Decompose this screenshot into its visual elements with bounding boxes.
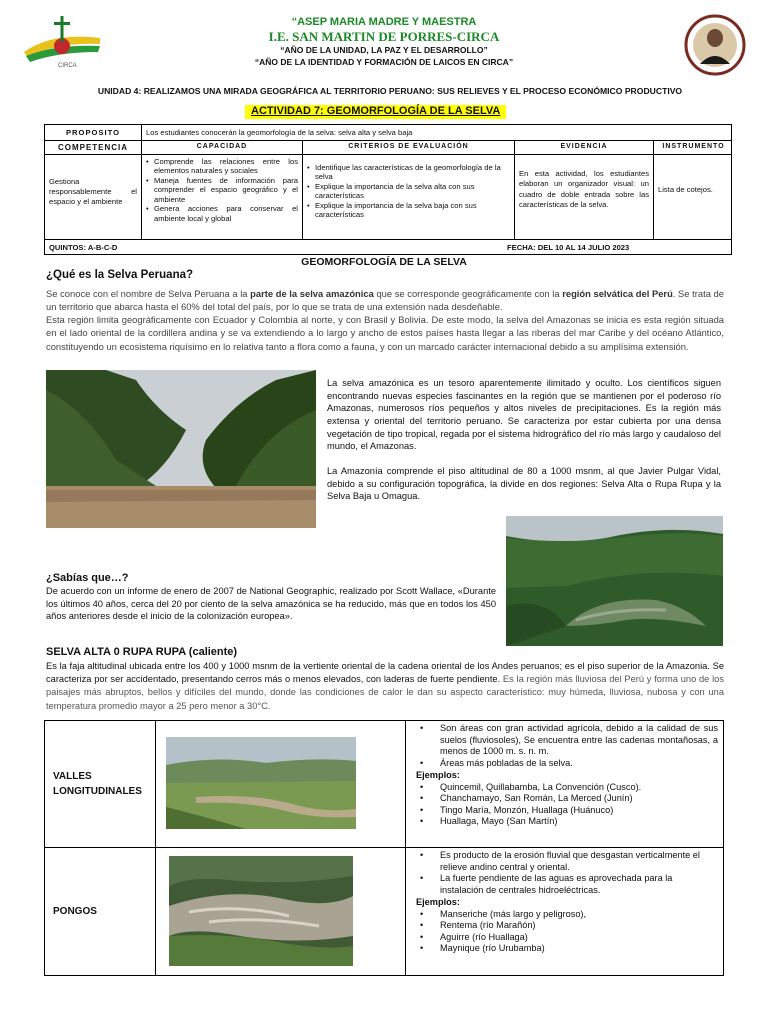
footer-row: [45, 240, 731, 255]
example-item: • Maynique (río Urubamba): [416, 943, 718, 955]
capacidad-item: • Genera acciones para conservar el ambiente local y global: [146, 204, 298, 223]
example-item: • Tingo María, Monzón, Huallaga (Huánuco): [416, 805, 718, 817]
col-header-instrumento: INSTRUMENTO: [662, 143, 725, 150]
intro-run: Se conoce con el nombre de Selva Peruana a la: [46, 288, 251, 299]
header-school-name: I.E. SAN MARTIN DE PORRES-CIRCA: [268, 29, 500, 44]
intro-run: . Se trata de un territorio que abarca hasta el 60% del total del país, por lo que se trata de una extensión nada desdeñable.: [46, 288, 724, 313]
proposito-label: PROPOSITO: [45, 125, 142, 140]
col-header-evidencia: EVIDENCIA: [515, 141, 654, 154]
selva-alta-text-b: Es la región más lluviosa del Perú y forma uno de los paisajes más abruptos, bellos y difíciles del mundo, donde las condiciones de calor le dan su aspecto característico: muy húmeda, lluviosa, nubosa y con una temperatura promedio mayor a 25 pero menor a 30°C.: [46, 674, 724, 711]
zone-bullet: • Son áreas con gran actividad agrícola, debido a la calidad de sus suelos (fluviosoles), Se encuentra entre las cadenas montañosas, a menos de 1000 m. s. n. m.: [416, 723, 718, 758]
intro-run: Esta región limita geográficamente con Ecuador y Colombia al norte, y con Brasil y Bolivia. De este modo, la selva del Amazonas se inicia es esta región situada en el lado oriental de la cordillera andina y se va extendiendo a lo largo y ancho de estos países hasta llegar a las riberas del mar Caribe y del océano Atlántico, constituyendo un ecosistema riquísimo en lo relativa tanto a flora como a fauna, y con un marcado carácter internacional debido a su amplísima extensión.: [46, 314, 724, 352]
zone-name: VALLES LONGITUDINALES: [45, 721, 156, 847]
criterios-list: [303, 155, 515, 239]
unit-title: UNIDAD 4: REALIZAMOS UNA MIRADA GEOGRÁFICA AL TERRITORIO PERUANO: SUS RELIEVES Y EL PROCESO ECONÓMICO PRODUCTIVO: [97, 86, 683, 96]
zone-row-valles: [45, 721, 723, 848]
section-title: GEOMORFOLOGÍA DE LA SELVA: [301, 256, 467, 268]
fecha-text: FECHA: DEL 10 AL 14 JULIO 2023: [507, 243, 630, 252]
proposito-row: [45, 125, 731, 141]
example-item: • Quincemil, Quillabamba, La Convención (Cusco).: [416, 782, 718, 794]
amazon-paragraph: La selva amazónica es un tesoro aparentemente ilimitado y oculto. Los científicos siguen encontrando nuevas especies fascinantes en la región que se mantienen por el poderoso río Amazonas, numerosos ríos pequeños y altos niveles de precipitaciones. Es la región más extensa y oriental del territorio peruano. Se caracteriza por estar cubierta por una densa vegetación de tipo tropical, regada por el sistema hidrográfico del río más largo y caudaloso del mundo, el Amazonas.: [327, 378, 721, 452]
intro-run: que se corresponde geográficamente con la: [373, 288, 563, 299]
example-item: • Aguirre (río Huallaga): [416, 932, 718, 944]
river-jungle-photo: [46, 370, 316, 528]
zone-bullet: • Áreas más pobladas de la selva.: [416, 758, 718, 770]
examples-label: Ejemplos:: [416, 770, 460, 780]
capacidad-item: • Comprende las relaciones entre los elementos naturales y sociales: [146, 157, 298, 176]
zone-name: PONGOS: [45, 848, 156, 975]
example-item: • Huallaga, Mayo (San Martín): [416, 816, 718, 828]
instrumento-value: Lista de cotejos.: [658, 185, 713, 194]
header-organization: “ASEP MARIA MADRE Y MAESTRA: [291, 16, 477, 28]
evidencia-value: En esta actividad, los estudiantes elaboran un organizador visual: un cuadro de doble entrada sobre las características de la selva.: [519, 169, 649, 209]
header-motto-1: “AÑO DE LA UNIDAD, LA PAZ Y EL DESARROLLO”: [280, 45, 488, 55]
evidencia-text: [515, 155, 654, 239]
intro-run-bold: región selvática del Perú: [562, 288, 673, 299]
criterio-item: • Explique la importancia de la selva alta con sus características: [307, 182, 510, 201]
capacidad-item: • Maneja fuentes de información para comprender el espacio geográfico y el ambiente: [146, 176, 298, 204]
selva-alta-text-a: Es la faja altitudinal ubicada entre los 400 y 1000 msnm de la vertiente oriental de la cadena oriental de los Andes peruanos; es el piso superior de la Amazonia. Se caracteriza por ser accidentado, presentando cerros más o menos elevados, con laderas de fuerte pendiente.: [46, 661, 724, 685]
criterio-item: • Identifique las características de la geomorfología de la selva: [307, 163, 510, 182]
col-header-capacidad: CAPACIDAD: [142, 141, 303, 154]
valley-photo-cell: [156, 721, 406, 847]
col-header-criterios: CRITERIOS DE EVALUACIÓN: [303, 141, 515, 154]
zone-row-pongos: [45, 848, 723, 975]
col-header-competencia: COMPETENCIA: [45, 141, 142, 154]
selva-alta-heading: SELVA ALTA 0 RUPA RUPA (caliente): [46, 646, 238, 658]
proposito-text: Los estudiantes conocerán la geomorfología de la selva: selva alta y selva baja: [146, 128, 413, 137]
zone-bullet: • La fuerte pendiente de las aguas es aprovechada para la instalación de centrales hidroeléctricas.: [416, 873, 718, 896]
header-motto-2: “AÑO DE LA IDENTIDAD Y FORMACIÓN DE LAICOS EN CIRCA”: [254, 57, 514, 67]
selva-alta-paragraph: [46, 660, 724, 713]
header-row: [45, 141, 731, 155]
sabias-heading: ¿Sabías que…?: [46, 572, 129, 584]
grado-text: QUINTOS: A-B-C-D: [49, 243, 118, 252]
activity-title-text: ACTIVIDAD 7: GEOMORFOLOGÍA DE LA SELVA: [251, 105, 501, 117]
example-item: • Rentema (río Marañón): [416, 920, 718, 932]
example-item: • Manseriche (más largo y peligroso),: [416, 909, 718, 921]
capacidad-list: [142, 155, 303, 239]
zone-bullet: • Es producto de la erosión fluvial que desgastan verticalmente el relieve andino central y oriental.: [416, 850, 718, 873]
activity-title: [245, 105, 506, 119]
competencia-value: Gestiona responsablemente el espacio y el ambiente: [49, 177, 137, 206]
valley-photo: [166, 737, 356, 829]
examples-label: Ejemplos:: [416, 897, 460, 907]
zones-table: [44, 720, 724, 976]
example-item: • Chanchamayo, San Román, La Merced (Junín): [416, 793, 718, 805]
logo-left-caption: CIRCA: [58, 63, 77, 69]
zone-description: [406, 848, 724, 975]
intro-paragraph: [46, 287, 724, 353]
instrumento-text: [654, 155, 733, 239]
school-logo-right: [684, 12, 746, 78]
pongo-photo: [169, 856, 353, 966]
competencia-text: [45, 155, 142, 239]
sabias-paragraph: De acuerdo con un informe de enero de 2007 de National Geographic, realizado por Scott Wallace, «Durante los últimos 40 años, cerca del 20 por ciento de la selva amazónica se ha reducido, más que en todos los 450 años anteriores desde el inicio de la colonización europea».: [46, 586, 496, 622]
amazonia-paragraph: La Amazonía comprende el piso altitudinal de 80 a 1000 msnm, al que Javier Pulgar Vidal, debido a su configuración topográfica, la divide en dos regiones: Selva Alta o Rupa Rupa y la Selva Baja u Omagua.: [327, 466, 721, 502]
pongo-photo-cell: [156, 848, 406, 975]
content-row: [45, 155, 731, 240]
aerial-jungle-photo: [506, 516, 723, 646]
school-logo-left: [22, 12, 102, 70]
question-heading: ¿Qué es la Selva Peruana?: [46, 269, 194, 281]
zone-description: [406, 721, 724, 847]
lesson-plan-table: [44, 124, 732, 255]
criterio-item: • Explique la importancia de la selva baja con sus características: [307, 201, 510, 220]
intro-run-bold: parte de la selva amazónica: [250, 288, 374, 299]
